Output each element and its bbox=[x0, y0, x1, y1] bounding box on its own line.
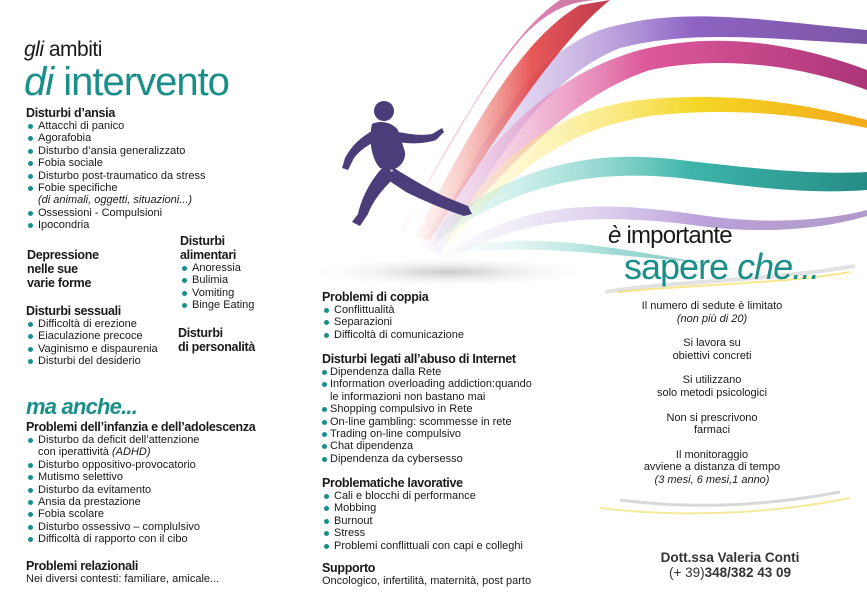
list bbox=[26, 434, 306, 546]
tip: Si utilizzano solo metodi psicologici bbox=[656, 374, 768, 399]
list-item: Disturbo oppositivo-provocatorio bbox=[26, 459, 306, 471]
tip: Si lavora su obiettivi concreti bbox=[672, 337, 752, 362]
list-item: Problemi conflittuali con capi e colleghi bbox=[322, 540, 582, 552]
heading-line2: di intervento bbox=[24, 60, 229, 104]
section-title: Problemi dell’infanzia e dell’adolescenza bbox=[26, 420, 256, 434]
list-item: Bulimia bbox=[180, 274, 254, 286]
list-item: Mobbing bbox=[322, 502, 582, 514]
list-item: Fobia scolare bbox=[26, 508, 306, 520]
list-item: Difficoltà di rapporto con il cibo bbox=[26, 533, 306, 545]
section-personalita bbox=[178, 326, 255, 354]
list-item-note: (di animali, oggetti, situazioni...) bbox=[38, 194, 193, 207]
important-heading bbox=[608, 222, 820, 287]
list-item: Information overloading addiction:quando bbox=[322, 378, 582, 390]
list-item: Vomiting bbox=[180, 287, 254, 299]
list-item: Difficoltà di erezione bbox=[26, 318, 186, 330]
contact-phone: (+ 39)348/382 43 09 bbox=[669, 565, 791, 580]
list-item: Cali e blocchi di performance bbox=[322, 490, 582, 502]
list-item: Vaginismo e dispaurenia bbox=[26, 343, 186, 355]
tip: Non si prescrivono farmaci bbox=[666, 411, 758, 437]
section-title-line: Depressione bbox=[27, 248, 99, 262]
section-title: Problemi relazionali bbox=[26, 559, 139, 573]
section-infanzia bbox=[26, 420, 306, 546]
tip: Il numero di sedute è limitato (non più di 20) bbox=[641, 300, 783, 325]
list-item: Fobie specifiche bbox=[26, 182, 286, 194]
list-item: Stress bbox=[322, 527, 582, 539]
list-item: Disturbo da deficit dell’attenzione bbox=[26, 434, 306, 446]
list bbox=[180, 262, 254, 312]
list-item: Conflittualità bbox=[322, 304, 572, 316]
list-item: Attacchi di panico bbox=[26, 120, 286, 132]
list-item: Ansia da prestazione bbox=[26, 496, 306, 508]
section-title: Disturbi sessuali bbox=[26, 304, 121, 318]
list-item: Eiaculazione precoce bbox=[26, 330, 186, 342]
section-depressione bbox=[27, 248, 99, 290]
list-item: Burnout bbox=[322, 515, 582, 527]
list-item: Disturbo da evitamento bbox=[26, 484, 306, 496]
section-alimentari bbox=[180, 234, 254, 312]
list-item: Difficoltà di comunicazione bbox=[322, 329, 572, 341]
tip: Il monitoraggio avviene a distanza di tempo (3 mesi, 6 mesi,1 anno) bbox=[643, 448, 781, 486]
list-item: Dipendenza dalla Rete bbox=[322, 366, 582, 378]
list-item: Agorafobia bbox=[26, 132, 286, 144]
list bbox=[26, 120, 286, 232]
section-title: Supporto bbox=[322, 561, 376, 575]
section-title-line: di personalità bbox=[178, 340, 256, 354]
section-text: Nei diversi contesti: familiare, amicale... bbox=[26, 573, 220, 585]
section-text: Oncologico, infertilità, maternità, post parto bbox=[322, 575, 532, 587]
list-item: On-line gambling: scommesse in rete bbox=[322, 416, 582, 428]
heading-line1: gli ambiti bbox=[24, 38, 102, 61]
list-item-cont: le informazioni non bastano mai bbox=[330, 390, 486, 403]
section-title: Problematiche lavorative bbox=[322, 476, 463, 490]
list-item: Ipocondria bbox=[26, 219, 286, 231]
list-item: Separazioni bbox=[322, 316, 572, 328]
list-item: Dipendenza da cybersesso bbox=[322, 453, 582, 465]
list-item: Chat dipendenza bbox=[322, 440, 582, 452]
section-coppia bbox=[322, 290, 572, 341]
contact-name: Dott.ssa Valeria Conti bbox=[660, 550, 800, 565]
section-supporto bbox=[322, 561, 582, 587]
ma-anche-heading: ma anche... bbox=[26, 394, 138, 419]
section-title: Problemi di coppia bbox=[322, 290, 429, 304]
list-item: Disturbo d’ansia generalizzato bbox=[26, 145, 286, 157]
section-title-line: nelle sue bbox=[27, 262, 78, 276]
runner-silhouette bbox=[342, 101, 472, 226]
section-title: Disturbi d’ansia bbox=[26, 106, 115, 120]
list-item: Binge Eating bbox=[180, 299, 254, 311]
section-ansia bbox=[26, 106, 286, 232]
list-item: Trading on-line compulsivo bbox=[322, 428, 582, 440]
list-item: Disturbo ossessivo – complulsivo bbox=[26, 521, 306, 533]
list-item: Disturbo post-traumatico da stress bbox=[26, 170, 286, 182]
contact-block bbox=[640, 550, 820, 580]
main-heading bbox=[24, 38, 229, 102]
section-lavorative bbox=[322, 476, 582, 552]
section-title-line: Disturbi bbox=[180, 234, 225, 248]
section-relazionali bbox=[26, 559, 306, 585]
section-title-line: Disturbi bbox=[178, 326, 223, 340]
section-internet bbox=[322, 352, 582, 465]
list bbox=[322, 304, 572, 341]
list bbox=[26, 318, 186, 368]
list-item-cont: con iperattività (ADHD) bbox=[38, 446, 151, 459]
important-line1: è importante bbox=[608, 222, 732, 249]
list bbox=[322, 366, 582, 465]
tips-list bbox=[612, 300, 812, 499]
section-title-line: alimentari bbox=[180, 248, 237, 262]
list bbox=[322, 490, 582, 552]
list-item: Anoressia bbox=[180, 262, 254, 274]
important-line2: sapere che... bbox=[624, 246, 820, 287]
list-item: Disturbi del desiderio bbox=[26, 355, 186, 367]
list-item: Fobia sociale bbox=[26, 157, 286, 169]
section-title: Disturbi legati all’abuso di Internet bbox=[322, 352, 516, 366]
list-item: Shopping compulsivo in Rete bbox=[322, 403, 582, 415]
section-sessuali bbox=[26, 304, 186, 368]
list-item: Ossessioni - Compulsioni bbox=[26, 207, 286, 219]
section-title-line: varie forme bbox=[27, 276, 92, 290]
list-item: Mutismo selettivo bbox=[26, 471, 306, 483]
